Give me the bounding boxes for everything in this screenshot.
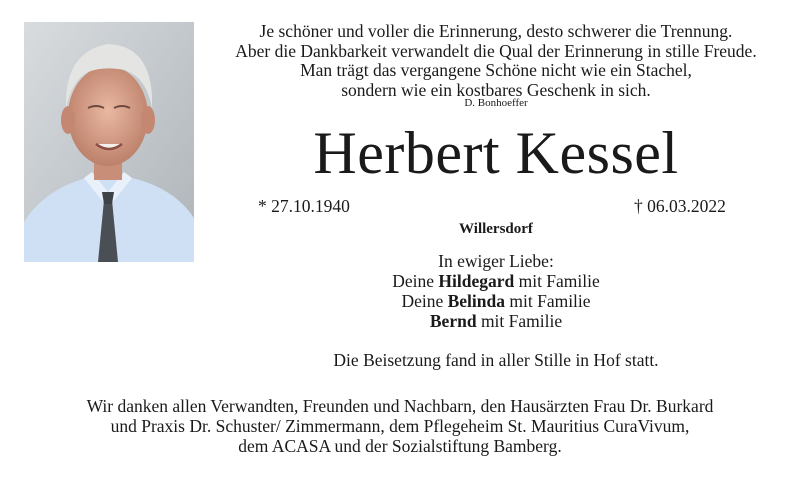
quote-line: Je schöner und voller die Erinnerung, desto schwerer die Trennung. [259, 21, 733, 41]
thanks-line: Wir danken allen Verwandten, Freunden und Nachbarn, den Hausärzten Frau Dr. Burkard [86, 396, 714, 416]
birth-date: * 27.10.1940 [258, 196, 350, 216]
hometown: Willersdorf [459, 221, 533, 237]
mourner-name: Hildegard [438, 271, 515, 291]
mourner-name: Bernd [429, 311, 477, 331]
mourner-name: Belinda [447, 291, 505, 311]
mourners-list [196, 251, 796, 331]
mourner-entry: Deine Hildegard mit Familie [392, 271, 600, 291]
thanks-line: und Praxis Dr. Schuster/ Zimmermann, dem Pflegeheim St. Mauritius CuraVivum, [110, 416, 690, 436]
quote-line: sondern wie ein kostbares Geschenk in sich. [341, 79, 651, 100]
quote-text [196, 22, 796, 100]
quote-line: Man trägt das vergangene Schöne nicht wie ein Stachel, [300, 60, 692, 80]
quote-author: D. Bonhoeffer [464, 97, 528, 109]
mourners-intro: In ewiger Liebe: [438, 251, 554, 271]
thanks-line: dem ACASA und der Sozialstiftung Bamberg. [238, 436, 562, 456]
portrait-photo [24, 22, 194, 262]
thanks-text [0, 396, 800, 456]
quote-line: Aber die Dankbarkeit verwandelt die Qual der Erinnerung in stille Freude. [235, 40, 757, 61]
mourner-entry: Bernd mit Familie [429, 311, 563, 331]
deceased-name: Herbert Kessel [313, 120, 679, 186]
death-date: † 06.03.2022 [634, 196, 726, 216]
mourner-entry: Deine Belinda mit Familie [401, 291, 591, 311]
burial-notice: Die Beisetzung fand in aller Stille in Hof statt. [333, 350, 659, 370]
